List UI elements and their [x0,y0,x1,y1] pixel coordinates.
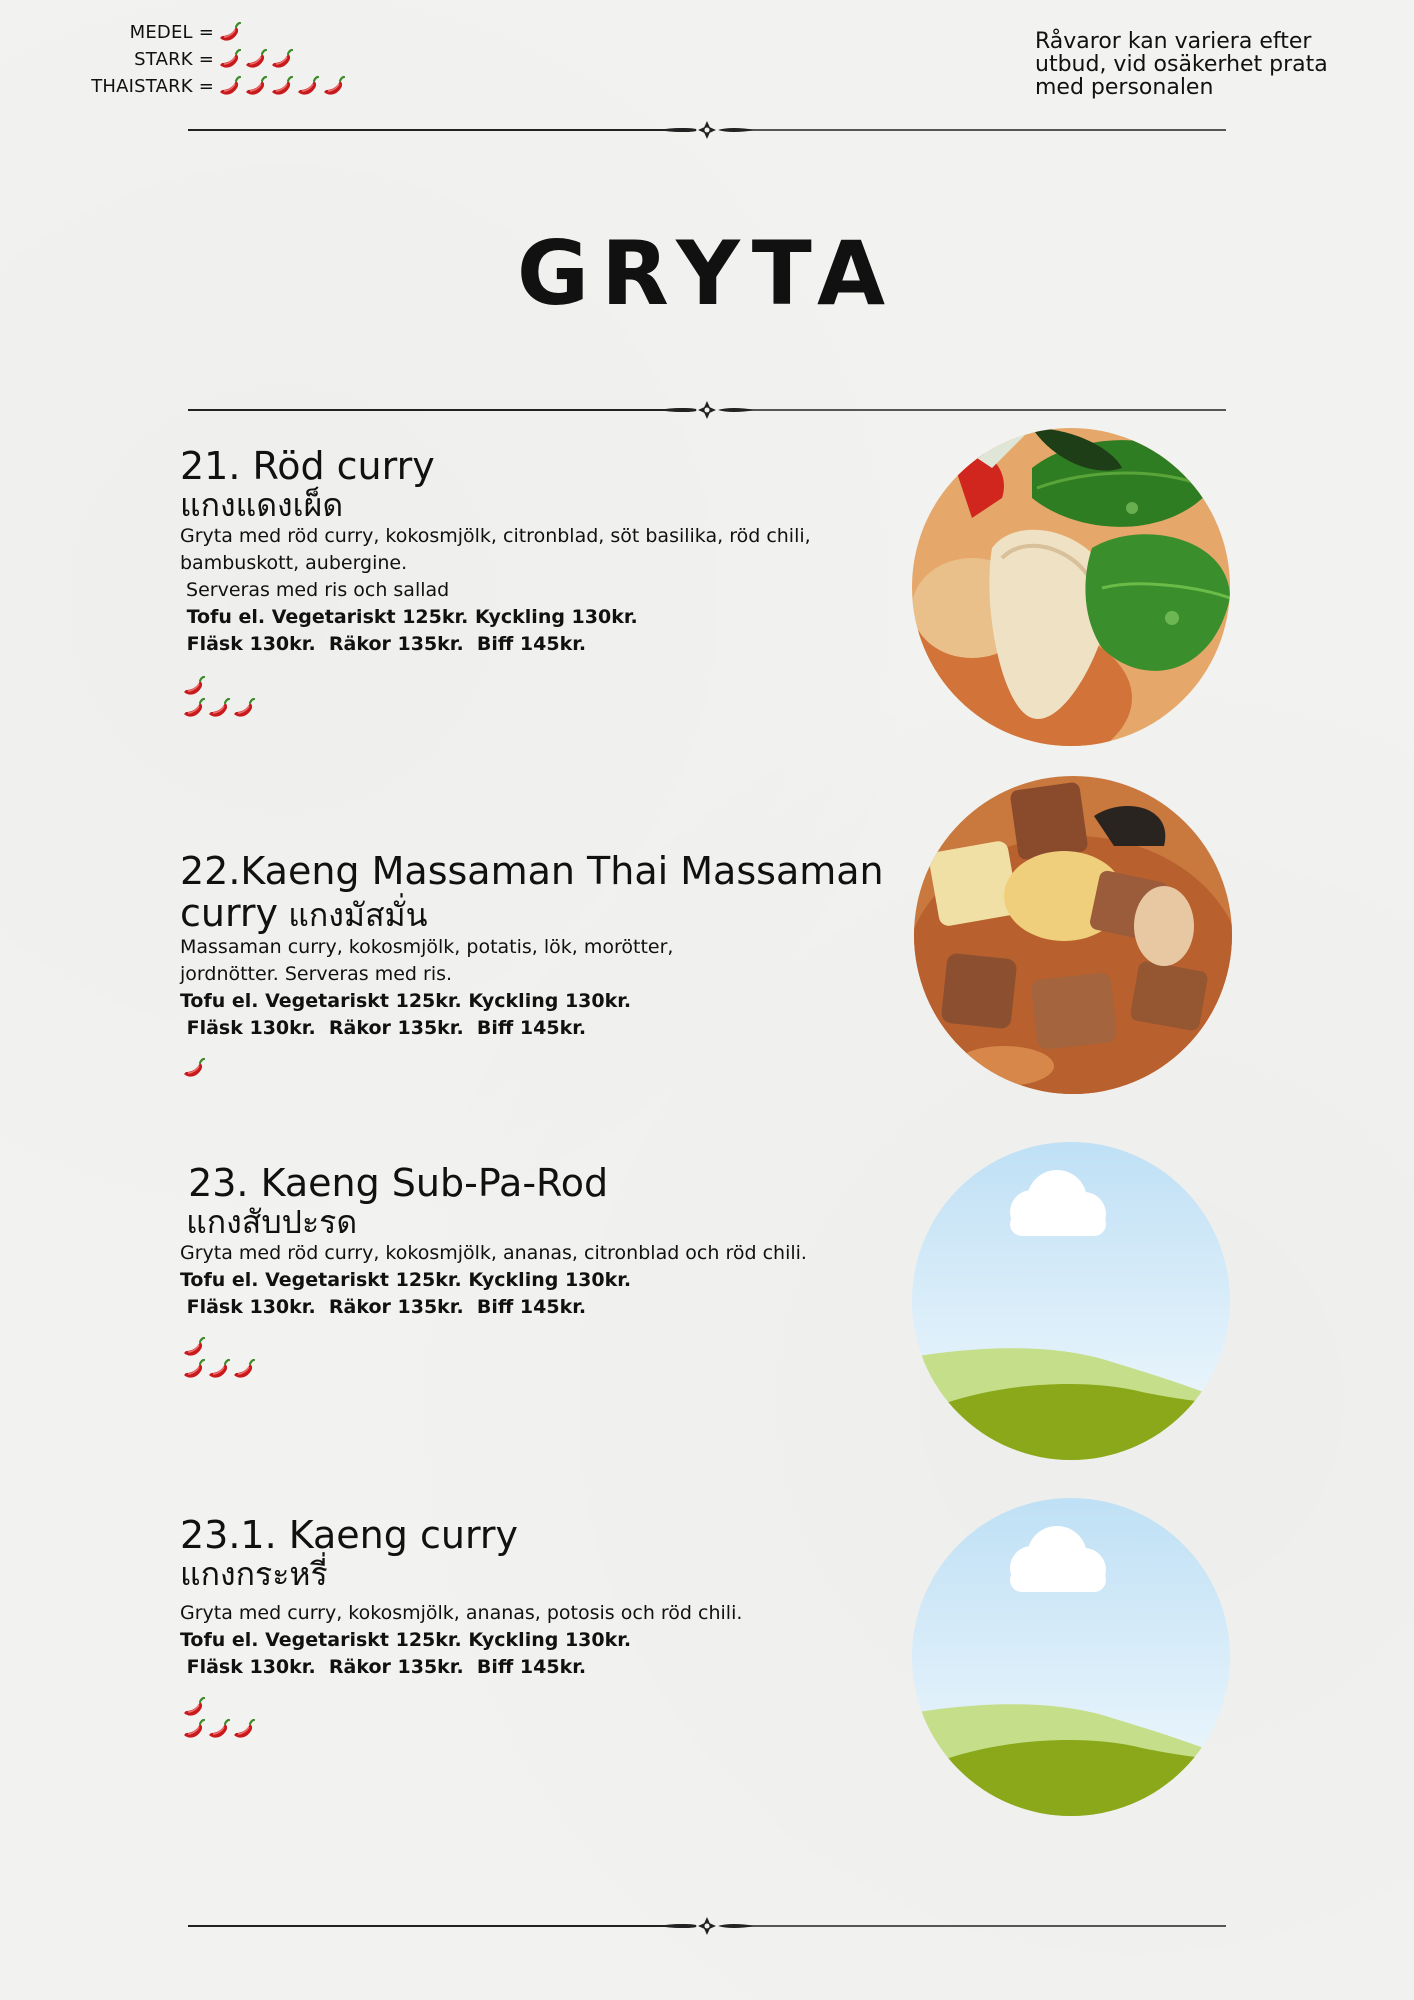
menu-item-22 [180,850,940,1081]
red-curry-photo [912,428,1230,746]
dish-description: Gryta med curry, kokosmjölk, ananas, potosis och röd chili. [180,1602,743,1624]
chili-icon [242,47,268,73]
dish-price-line: Fläsk 130kr. Räkor 135kr. Biff 145kr. [180,1656,587,1678]
legend-chilis [216,47,294,73]
spice-legend [40,20,310,101]
image-placeholder [912,1498,1230,1816]
legend-row-thaistark [40,74,310,101]
chili-icon [216,20,242,46]
legend-label: THAISTARK = [91,76,214,97]
dish-title-line-2 [180,892,940,934]
ornamental-divider [188,400,1226,420]
legend-chilis [216,74,346,100]
chili-icon [180,1717,205,1742]
red-curry-illustration [912,428,1230,746]
image-placeholder [912,1142,1230,1460]
spice-level [180,1056,940,1081]
massaman-curry-photo [914,776,1232,1094]
menu-item-23 [176,1162,936,1382]
dish-description: Gryta med röd curry, kokosmjölk, ananas, citronblad och röd chili. [180,1242,807,1264]
legend-row-stark [40,47,310,74]
dish-thai-name: แกงสับปะรด [176,1203,358,1241]
dish-title: 22.Kaeng Massaman Thai Massaman [180,849,884,893]
dish-price-line: Tofu el. Vegetariskt 125kr. Kyckling 130kr. [180,606,638,628]
landscape-placeholder-icon [912,1498,1230,1816]
chili-icon [230,1717,255,1742]
dish-title-continued: curry [180,891,279,935]
dish-description: Massaman curry, kokosmjölk, potatis, lök, morötter, jordnötter. Serveras med ris. [180,936,674,985]
chili-icon [180,1056,205,1081]
dish-thai-name: แกงแดงเผ็ด [180,486,344,524]
dish-price-line: Fläsk 130kr. Räkor 135kr. Biff 145kr. [180,1017,587,1039]
dish-price-line: Fläsk 130kr. Räkor 135kr. Biff 145kr. [180,633,587,655]
chili-icon [242,74,268,100]
chili-icon [205,1357,230,1382]
dish-title: 23.1. Kaeng curry [180,1513,519,1557]
chili-icon [268,74,294,100]
ornamental-divider [188,120,1226,140]
dish-title: 23. Kaeng Sub-Pa-Rod [176,1161,609,1205]
legend-row-medel [40,20,310,47]
legend-label: STARK = [134,49,214,70]
chili-icon [180,1357,205,1382]
dish-price-line: Tofu el. Vegetariskt 125kr. Kyckling 130kr. [180,1629,632,1651]
page-title: GRYTA [516,222,898,325]
dish-thai-name: แกงมัสมั่น [278,896,428,934]
chili-icon [180,696,205,721]
chili-icon [205,696,230,721]
chili-icon [216,47,242,73]
chili-icon [294,74,320,100]
massaman-curry-illustration [914,776,1232,1094]
legend-chilis [216,20,242,46]
ornamental-divider [188,1916,1226,1936]
chili-icon [320,74,346,100]
spice-level [180,674,940,721]
menu-item-21 [180,445,940,721]
landscape-placeholder-icon [912,1142,1230,1460]
menu-item-23-1 [180,1514,940,1742]
dish-thai-name: แกงกระหรี่ [180,1555,328,1593]
dish-price-line: Fläsk 130kr. Räkor 135kr. Biff 145kr. [180,1296,587,1318]
spice-level [180,1695,940,1742]
chili-icon [205,1717,230,1742]
chili-icon [268,47,294,73]
chili-icon [230,696,255,721]
chili-icon [216,74,242,100]
spice-level [180,1335,936,1382]
dish-title: 21. Röd curry [180,444,435,488]
dish-price-line: Tofu el. Vegetariskt 125kr. Kyckling 130kr. [180,990,632,1012]
ingredients-notice: Råvaror kan variera efter utbud, vid osäkerhet prata med personalen [1035,29,1328,100]
chili-icon [230,1357,255,1382]
dish-description: Gryta med röd curry, kokosmjölk, citronblad, söt basilika, röd chili, bambuskott, aubergine. [180,525,811,574]
legend-label: MEDEL = [129,22,214,43]
dish-price-line: Tofu el. Vegetariskt 125kr. Kyckling 130kr. [180,1269,632,1291]
dish-serving-note: Serveras med ris och sallad [180,579,450,601]
